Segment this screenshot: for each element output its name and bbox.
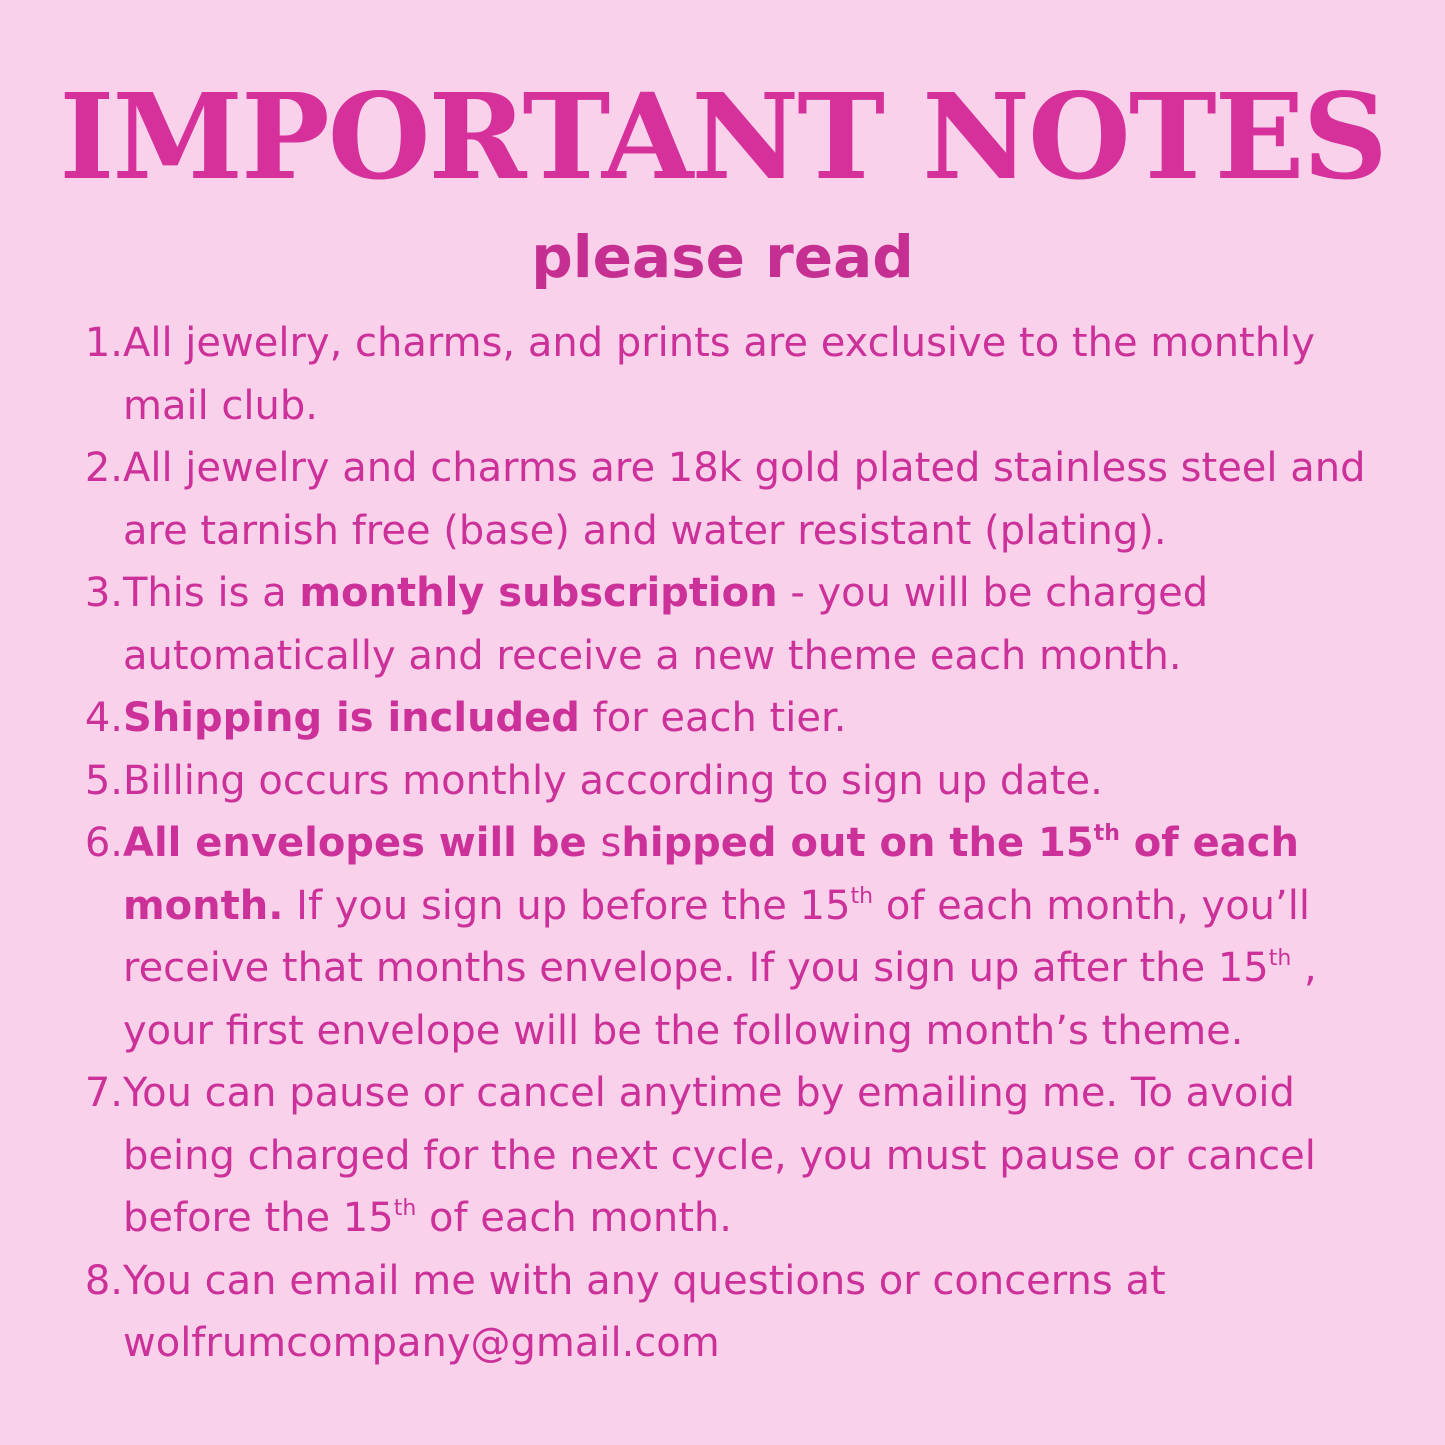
note-text	[123, 750, 1413, 813]
note-item-2	[78, 437, 1413, 562]
note-item-8	[78, 1250, 1413, 1375]
note-text	[123, 1250, 1413, 1375]
note-text-segment: All jewelry and charms are 18k gold plated stainless steel and are tarnish free (base) and water resistant (plating).	[123, 445, 1366, 554]
note-text-segment: Billing occurs monthly according to sign up date.	[123, 757, 1103, 804]
note-text-segment: All jewelry, charms, and prints are exclusive to the monthly mail club.	[123, 320, 1315, 429]
page-title: IMPORTANT NOTES	[59, 67, 1386, 206]
note-bold-segment: Shipping is included	[123, 695, 580, 741]
note-item-7	[78, 1062, 1413, 1250]
note-text-segment: If you sign up before the 15	[283, 882, 851, 929]
contact-email-text: You can email me with any questions or concerns at wolfrumcompany@gmail.com	[123, 1257, 1166, 1366]
note-bold-segment: monthly subscription	[299, 570, 778, 616]
page-subtitle: please read	[531, 223, 914, 291]
note-bold-segment: All envelopes will be	[123, 820, 601, 866]
note-text-segment: s	[600, 820, 622, 866]
note-text-segment: of each month.	[416, 1195, 732, 1241]
ordinal-suffix: th	[850, 883, 874, 909]
note-bold-segment: of each month.	[123, 820, 1299, 929]
note-item-4	[78, 687, 1413, 750]
note-text	[123, 1062, 1413, 1250]
note-number: 8.	[84, 1257, 123, 1304]
note-text	[123, 562, 1413, 687]
note-number: 4.	[84, 695, 123, 741]
note-item-3	[78, 562, 1413, 687]
ordinal-suffix: th	[1093, 821, 1120, 846]
note-number: 3.	[84, 570, 123, 616]
ordinal-suffix: th	[1268, 946, 1292, 971]
note-text-segment: for each tier.	[579, 695, 847, 741]
note-text	[123, 687, 1413, 750]
note-number: 6.	[84, 820, 123, 866]
note-text-segment: You can pause or cancel anytime by emailing me. To avoid being charged for the next cycle, you must pause or cancel before the 15	[123, 1070, 1316, 1241]
note-text-segment: - you will be charged automatically and receive a new theme each month.	[123, 570, 1209, 679]
note-text-segment: This is a	[123, 570, 300, 616]
note-text	[123, 312, 1413, 437]
note-number: 7.	[84, 1070, 123, 1116]
note-item-5	[78, 750, 1413, 813]
note-bold-segment: hipped out on the 15	[621, 820, 1094, 866]
note-item-1	[78, 312, 1413, 437]
note-text	[123, 812, 1413, 1062]
note-item-6	[78, 812, 1413, 1062]
note-number: 5.	[84, 757, 123, 804]
notes-list	[78, 312, 1413, 1375]
note-text-segment: of each month, you’ll receive that months envelope. If you sign up after the 15	[123, 882, 1310, 991]
note-text	[123, 437, 1413, 562]
note-text-segment: , your first envelope will be the following month’s theme.	[123, 945, 1317, 1054]
note-number: 2.	[84, 445, 123, 491]
ordinal-suffix: th	[393, 1196, 417, 1221]
note-number: 1.	[84, 320, 123, 366]
